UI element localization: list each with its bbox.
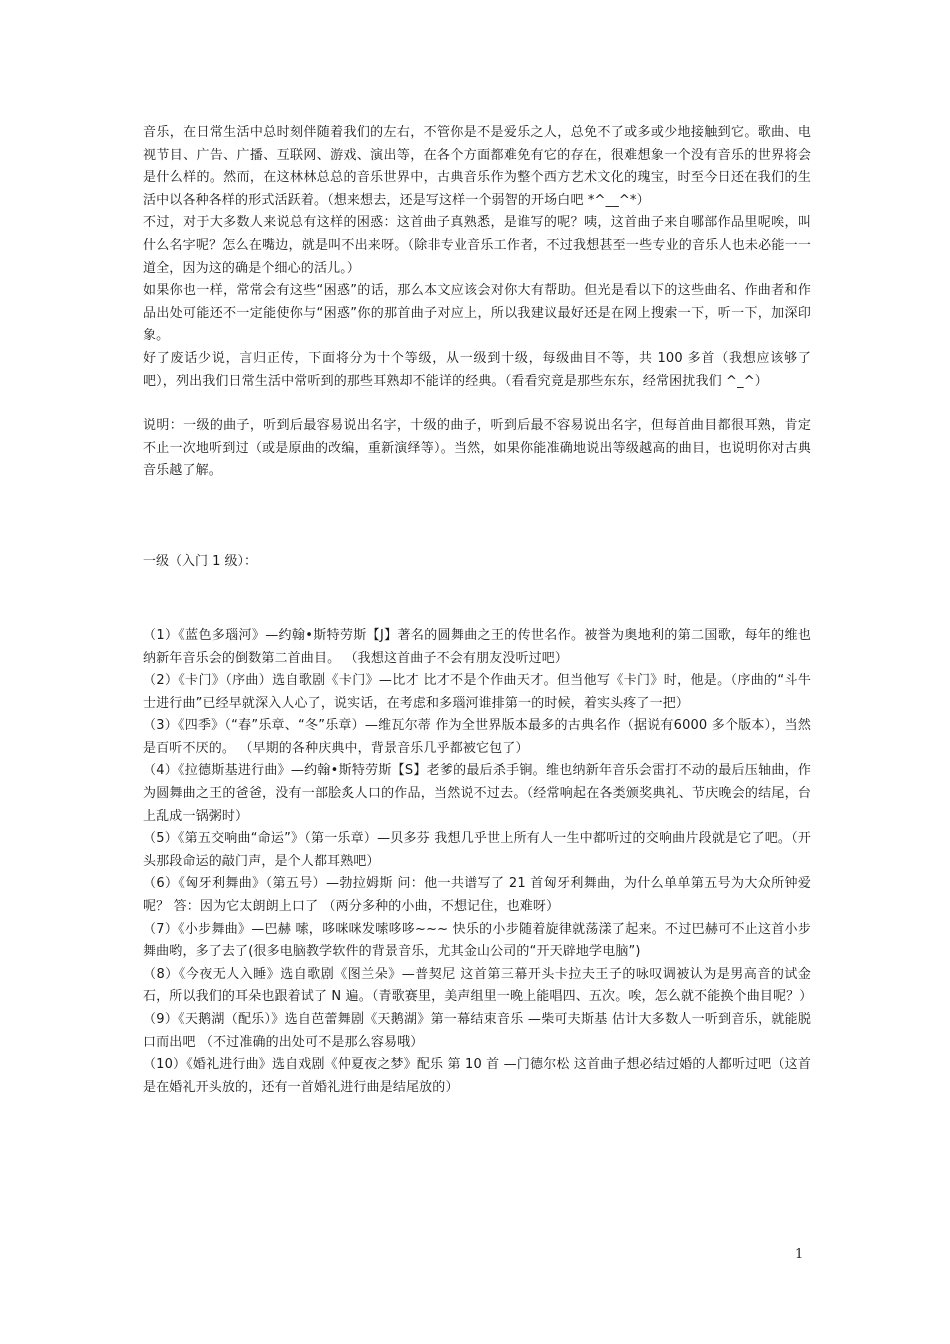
list-item: （6）《匈牙利舞曲》（第五号）—勃拉姆斯 问：他一共谱写了 21 首匈牙利舞曲，为什么单单第五号为大众所钟爱呢？ 答：因为它太朗朗上口了 （两分多种的小曲，不想记住，也难呀） [143, 876, 811, 915]
list-item: （3）《四季》（“春”乐章、“冬”乐章）—维瓦尔蒂 作为全世界版本最多的古典名作（据说有6000 多个版本），当然是百听不厌的。 （早期的各种庆典中，背景音乐几乎都被它包了） [143, 718, 812, 756]
intro-paragraph-4: 好了废话少说，言归正传，下面将分为十个等级，从一级到十级，每级曲目不等，共 100 多首（我想应该够了吧），列出我们日常生活中常听到的那些耳熟却不能详的经典。（看看究竟是那些东东，经常困扰我们 ^_^） [143, 350, 811, 389]
list-item: （2）《卡门》（序曲）选自歌剧《卡门》—比才 比才不是个作曲天才。但当他写《卡门》时，他是。（序曲的“斗牛士进行曲”已经早就深入人心了，说实话，在考虑和多瑙河谁排第一的时候，着实头疼了一把） [143, 673, 811, 711]
intro-paragraph-1: 音乐，在日常生活中总时刻伴随着我们的左右，不管你是不是爱乐之人，总免不了或多或少地接触到它。歌曲、电视节目、广告、广播、互联网、游戏、演出等，在各个方面都难免有它的存在，很难想象一个没有音乐的世界将会是什么样的。然而，在这林林总总的音乐世界中，古典音乐作为整个西方艺术文化的瑰宝，时至今日还在我们的生活中以各种各样的形式活跃着。（想来想去，还是写这样一个弱智的开场白吧 *^__^*） [143, 125, 811, 208]
spacer [143, 573, 811, 625]
spacer [143, 393, 811, 415]
list-item: （9）《天鹅湖（配乐）》选自芭蕾舞剧《天鹅湖》第一幕结束音乐 —柴可夫斯基 估计大多数人一听到音乐，就能脱口而出吧 （不过准确的出处可不是那么容易哦） [143, 1012, 811, 1050]
section-title: 一级（入门 1 级）： [143, 553, 258, 569]
list-item: （10）《婚礼进行曲》选自戏剧《仲夏夜之梦》配乐 第 10 首 —门德尔松 这首曲子想必结过婚的人都听过吧（这首是在婚礼开头放的，还有一首婚礼进行曲是结尾放的） [143, 1057, 811, 1095]
list-item: （1）《蓝色多瑙河》—约翰•斯特劳斯【J】著名的圆舞曲之王的传世名作。被誉为奥地利的第二国歌，每年的维也纳新年音乐会的倒数第二首曲目。 （我想这首曲子不会有朋友没听过吧） [143, 627, 811, 666]
document-page [143, 122, 811, 1099]
intro-paragraph-2: 不过，对于大多数人来说总有这样的困惑：这首曲子真熟悉，是谁写的呢？咦，这首曲子来自哪部作品里呢唉，叫什么名字呢？怎么在嘴边，就是叫不出来呀。（除非专业音乐工作者，不过我想甚至一些专业的音乐人也未必能一一道全，因为这的确是个细心的活儿。） [143, 215, 811, 276]
list-item: （4）《拉德斯基进行曲》—约翰•斯特劳斯【S】老爹的最后杀手锏。维也纳新年音乐会雷打不动的最后压轴曲，作为圆舞曲之王的爸爸，没有一部脍炙人口的作品，当然说不过去。（经常响起在各类颁奖典礼、节庆晚会的结尾，台上乱成一锅粥时） [143, 763, 811, 824]
note-paragraph: 说明：一级的曲子，听到后最容易说出名字，十级的曲子，听到后最不容易说出名字，但每首曲目都很耳熟，肯定不止一次地听到过（或是原曲的改编，重新演绎等）。当然，如果你能准确地说出等级越高的曲目，也说明你对古典音乐越了解。 [143, 418, 811, 479]
intro-paragraph-3: 如果你也一样，常常会有这些“困惑”的话，那么本文应该会对你大有帮助。但光是看以下的这些曲名、作曲者和作品出处可能还不一定能使你与“困惑”你的那首曲子对应上，所以我建议最好还是在网上搜索一下，听一下，加深印象。 [143, 283, 811, 344]
list-item: （7）《小步舞曲》—巴赫 嗦，哆咪咪发嗦哆哆~~~ 快乐的小步随着旋律就荡漾了起来。不过巴赫可不止这首小步舞曲哟，多了去了(很多电脑教学软件的背景音乐，尤其金山公司的“开天辟地学电脑”) [143, 921, 811, 960]
list-item: （5）《第五交响曲“命运”》（第一乐章）—贝多芬 我想几乎世上所有人一生中都听过的交响曲片段就是它了吧。（开头那段命运的敲门声，是个人都耳熟吧） [143, 831, 811, 869]
spacer [143, 483, 811, 551]
list-item: （8）《今夜无人入睡》选自歌剧《图兰朵》—普契尼 这首第三幕开头卡拉夫王子的咏叹调被认为是男高音的试金石，所以我们的耳朵也跟着试了 N 遍。（青歌赛里，美声组里一晚上能唱四、五次。唉，怎么就不能换个曲目呢？） [143, 966, 813, 1005]
page-number: 1 [795, 1247, 804, 1262]
